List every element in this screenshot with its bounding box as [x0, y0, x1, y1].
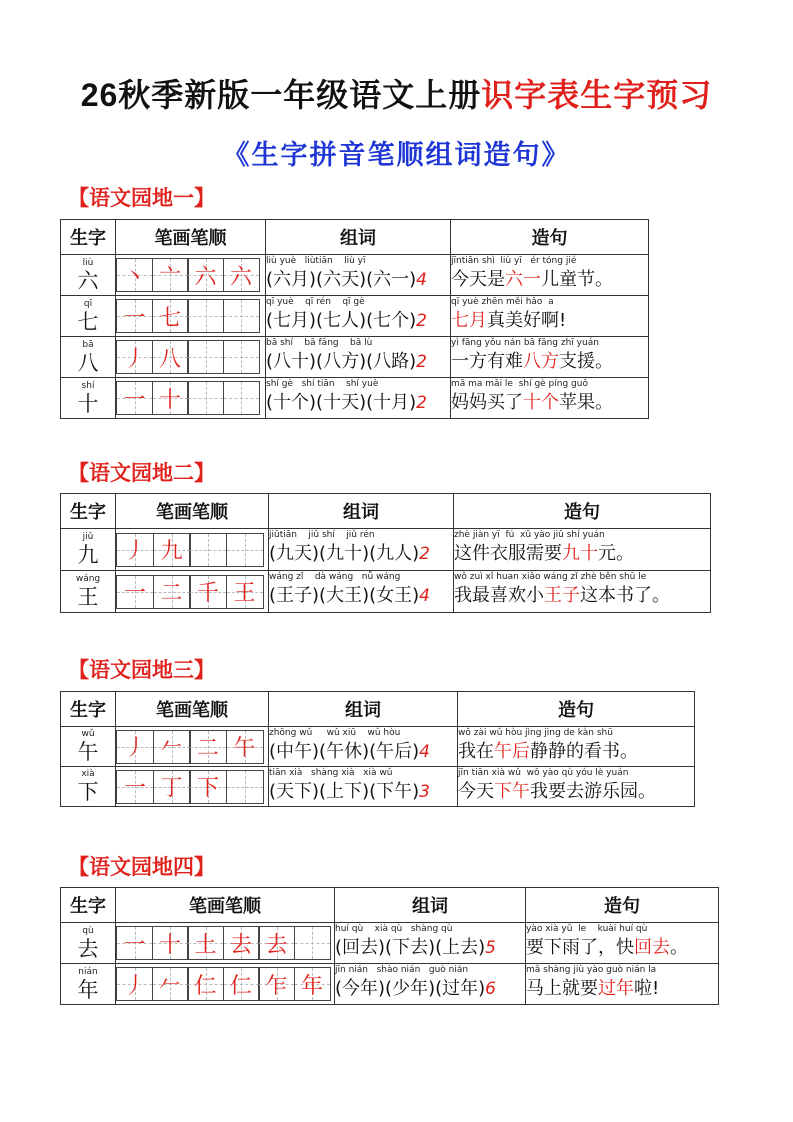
stroke-box: [189, 533, 227, 567]
header-char: 生字: [61, 494, 116, 529]
table-row: [61, 378, 649, 419]
stroke-step: 二: [160, 581, 183, 606]
page-title: [0, 70, 793, 116]
char-cell: [61, 923, 116, 964]
stroke-box: [258, 967, 295, 1001]
stroke-order-cell: [116, 378, 266, 419]
table-header-row: [61, 692, 695, 727]
sentence-highlight: 十个: [523, 392, 559, 413]
stroke-step: 𠂉: [160, 736, 183, 761]
sentence-cell: [451, 337, 649, 378]
words-list: (十个)(十天)(十月): [266, 392, 417, 413]
char-pinyin: wáng: [75, 574, 101, 584]
char-hanzi: 六: [77, 268, 99, 293]
sentence-pre: 今天: [458, 781, 494, 802]
sentence-highlight: 午后: [494, 741, 530, 762]
sentence-post: 儿童节。: [541, 269, 613, 290]
sentence-pinyin: yào xià yǔ le kuài huí qù: [526, 924, 648, 934]
stroke-order-cell: [116, 571, 269, 613]
words-cell: [269, 767, 458, 807]
header-strokes: 笔画笔顺: [116, 494, 269, 529]
stroke-step: 千: [196, 581, 219, 606]
title-number: 26: [80, 77, 119, 113]
sentence-highlight: 六一: [505, 269, 541, 290]
words-list: (王子)(大王)(女王): [269, 585, 420, 606]
sentence-post: 我要去游乐园。: [530, 781, 656, 802]
sentence-text: [451, 390, 648, 416]
char-hanzi: 七: [77, 309, 99, 334]
words-cell: [266, 337, 451, 378]
sentence-highlight: 七月: [451, 310, 487, 331]
sentence-post: 这本书了。: [580, 585, 670, 606]
stroke-box: [226, 533, 264, 567]
sentence-post: 啦!: [634, 978, 660, 999]
char-hanzi: 八: [77, 350, 99, 375]
stroke-box: [152, 258, 189, 292]
sentence-post: 支援。: [559, 351, 613, 372]
sentence-pre: 妈妈买了: [451, 392, 523, 413]
stroke-box: [223, 340, 260, 374]
words-text: [266, 349, 450, 375]
sentence-pinyin: wǒ zài wǔ hòu jìng jìng de kàn shū: [458, 728, 613, 738]
header-words: 组词: [266, 220, 451, 255]
char-hanzi: 王: [77, 585, 99, 609]
stroke-box: [116, 926, 153, 960]
table-row: [61, 337, 649, 378]
stroke-step: 土: [194, 932, 217, 958]
stroke-step: 午: [233, 736, 256, 761]
char-pinyin: liù: [82, 257, 94, 268]
char-hanzi: 去: [77, 936, 99, 961]
stroke-box: [116, 575, 154, 609]
stroke-box: [226, 730, 264, 764]
stroke-step: 丿: [123, 973, 146, 999]
sentence-pre: 要下雨了，快: [526, 937, 634, 958]
words-pinyin: bā shí bā fāng bā lù: [266, 338, 373, 348]
stroke-order-cell: [116, 964, 335, 1005]
stroke-box: [152, 381, 189, 415]
char-hanzi: 午: [77, 740, 99, 764]
header-words: 组词: [335, 888, 526, 923]
stroke-step: 十: [158, 387, 181, 413]
sentence-highlight: 王子: [544, 585, 580, 606]
stroke-box: [223, 926, 260, 960]
words-text: [266, 267, 450, 293]
char-pinyin: xià: [81, 769, 95, 779]
stroke-grid: [116, 299, 265, 333]
stroke-grid: [116, 340, 265, 374]
stroke-step: 去: [265, 932, 288, 958]
words-cell: [269, 571, 454, 613]
stroke-grid: [116, 533, 268, 567]
header-sentence: 造句: [458, 692, 695, 727]
stroke-step: 七: [158, 305, 181, 331]
header-words: 组词: [269, 692, 458, 727]
sentence-cell: [451, 296, 649, 337]
char-pinyin: qī: [83, 298, 93, 309]
sentence-post: 静静的看书。: [530, 741, 638, 762]
section-label: 【语文园地四】: [68, 855, 215, 879]
stroke-grid: [116, 770, 268, 804]
words-list: (七月)(七人)(七个): [266, 310, 417, 331]
table-header-row: [61, 220, 649, 255]
char-pinyin: jiǔ: [82, 532, 94, 542]
sentence-cell: [454, 571, 711, 613]
sentence-pinyin: yì fāng yǒu nán bā fāng zhī yuán: [451, 338, 599, 348]
stroke-box: [187, 381, 224, 415]
char-cell: [61, 337, 116, 378]
stroke-box: [153, 770, 191, 804]
stroke-box: [152, 299, 189, 333]
header-sentence: 造句: [526, 888, 719, 923]
table-header-row: [61, 888, 719, 923]
stroke-step: 一: [123, 305, 146, 331]
stroke-box: [116, 381, 153, 415]
words-list: (中午)(午休)(午后): [269, 741, 420, 762]
words-handwritten-number: 2: [419, 544, 430, 564]
character-table: [60, 493, 711, 613]
stroke-step: 六: [194, 264, 217, 290]
char-cell: [61, 378, 116, 419]
table-row: [61, 923, 719, 964]
stroke-box: [226, 770, 264, 804]
sentence-text: [451, 349, 648, 375]
stroke-step: 二: [196, 736, 219, 761]
stroke-box: [153, 533, 191, 567]
section-label: 【语文园地三】: [68, 658, 215, 682]
stroke-step: 丿: [123, 736, 146, 761]
stroke-step: 下: [196, 776, 219, 801]
words-pinyin: qī yuè qī rén qī gè: [266, 297, 365, 307]
stroke-grid: [116, 730, 268, 764]
sentence-pre: 这件衣服需要: [454, 543, 562, 564]
stroke-box: [152, 926, 189, 960]
stroke-order-cell: [116, 296, 266, 337]
stroke-box: [223, 967, 260, 1001]
sentence-text: [458, 739, 694, 765]
words-list: (八十)(八方)(八路): [266, 351, 417, 372]
stroke-step: 亠: [158, 264, 181, 290]
sentence-cell: [526, 964, 719, 1005]
stroke-step: 一: [123, 387, 146, 413]
sentence-text: [451, 267, 648, 293]
sentence-highlight: 下午: [494, 781, 530, 802]
table-row: [61, 964, 719, 1005]
table-row: [61, 571, 711, 613]
stroke-box: [116, 967, 153, 1001]
stroke-step: 八: [158, 346, 181, 372]
char-cell: [61, 964, 116, 1005]
sentence-pinyin: jīn tiān xià wǔ wǒ yào qù yóu lè yuán: [458, 768, 629, 778]
sentence-post: 元。: [598, 543, 634, 564]
words-cell: [335, 964, 526, 1005]
sentence-highlight: 九十: [562, 543, 598, 564]
words-list: (天下)(上下)(下午): [269, 781, 420, 802]
words-cell: [266, 296, 451, 337]
stroke-order-cell: [116, 255, 266, 296]
words-pinyin: liù yuè liùtiān liù yī: [266, 256, 366, 266]
section-label: 【语文园地一】: [68, 186, 215, 210]
stroke-box: [116, 730, 154, 764]
stroke-grid: [116, 926, 334, 960]
stroke-box: [187, 258, 224, 292]
stroke-box: [187, 299, 224, 333]
title-black-text: 秋季新版一年级语文上册: [118, 76, 482, 114]
char-cell: [61, 571, 116, 613]
words-handwritten-number: 2: [416, 311, 427, 331]
stroke-box: [116, 299, 153, 333]
stroke-step: 一: [123, 776, 146, 801]
words-cell: [266, 255, 451, 296]
words-cell: [269, 727, 458, 767]
stroke-order-cell: [116, 727, 269, 767]
sentence-text: [454, 583, 710, 609]
stroke-grid: [116, 258, 265, 292]
sentence-post: 真美好啊!: [487, 310, 567, 331]
words-text: [335, 976, 525, 1002]
header-strokes: 笔画笔顺: [116, 888, 335, 923]
sentence-pinyin: wǒ zuì xǐ huan xiǎo wáng zǐ zhè běn shū le: [454, 572, 647, 582]
stroke-step: 十: [158, 932, 181, 958]
sentence-pinyin: zhè jiàn yī fú xū yào jiǔ shí yuán: [454, 530, 605, 540]
words-pinyin: jiǔtiān jiǔ shí jiǔ rén: [269, 530, 375, 540]
header-sentence: 造句: [454, 494, 711, 529]
stroke-step: 丿: [123, 346, 146, 372]
stroke-box: [294, 967, 331, 1001]
words-handwritten-number: 4: [419, 742, 430, 762]
words-pinyin: zhōng wǔ wǔ xiū wǔ hòu: [269, 728, 401, 738]
stroke-step: 𠂉: [158, 973, 181, 999]
words-text: [269, 583, 453, 609]
words-text: [335, 935, 525, 961]
sentence-pre: 今天是: [451, 269, 505, 290]
stroke-box: [187, 926, 224, 960]
stroke-box: [153, 575, 191, 609]
character-table: [60, 219, 649, 419]
stroke-order-cell: [116, 923, 335, 964]
sentence-pinyin: jīntiān shì liù yī ér tóng jié: [451, 256, 577, 266]
sentence-cell: [458, 727, 695, 767]
words-text: [269, 739, 457, 765]
table-row: [61, 296, 649, 337]
sentence-post: 。: [670, 937, 688, 958]
stroke-box: [152, 340, 189, 374]
words-list: (六月)(六天)(六一): [266, 269, 417, 290]
header-char: 生字: [61, 888, 116, 923]
words-cell: [269, 529, 454, 571]
sentence-pre: 我在: [458, 741, 494, 762]
words-list: (九天)(九十)(九人): [269, 543, 420, 564]
words-handwritten-number: 6: [485, 979, 496, 999]
sentence-pre: 一方有难: [451, 351, 523, 372]
table-row: [61, 529, 711, 571]
stroke-box: [223, 299, 260, 333]
header-sentence: 造句: [451, 220, 649, 255]
words-handwritten-number: 2: [416, 393, 427, 413]
stroke-step: 九: [160, 539, 183, 564]
sentence-cell: [526, 923, 719, 964]
words-handwritten-number: 3: [419, 782, 430, 802]
char-pinyin: wǔ: [81, 729, 95, 739]
stroke-box: [189, 770, 227, 804]
stroke-box: [223, 258, 260, 292]
header-char: 生字: [61, 220, 116, 255]
character-table: [60, 887, 719, 1005]
char-hanzi: 九: [77, 543, 99, 567]
char-cell: [61, 255, 116, 296]
sentence-cell: [451, 378, 649, 419]
stroke-box: [294, 926, 331, 960]
character-table: [60, 691, 695, 807]
stroke-step: 丁: [160, 776, 183, 801]
char-cell: [61, 529, 116, 571]
words-pinyin: shí gè shí tiān shí yuè: [266, 379, 379, 389]
table-row: [61, 727, 695, 767]
table-header-row: [61, 494, 711, 529]
words-pinyin: wáng zǐ dà wáng nǚ wáng: [269, 572, 401, 582]
stroke-step: 乍: [265, 973, 288, 999]
words-list: (回去)(下去)(上去): [335, 937, 486, 958]
stroke-box: [189, 575, 227, 609]
title-red-text: 识字表生字预习: [481, 76, 713, 114]
sentence-pinyin: mǎ shàng jiù yào guò nián la: [526, 965, 657, 975]
stroke-box: [116, 770, 154, 804]
sentence-text: [451, 308, 648, 334]
words-cell: [266, 378, 451, 419]
stroke-grid: [116, 575, 268, 609]
sentence-highlight: 八方: [523, 351, 559, 372]
char-cell: [61, 727, 116, 767]
stroke-step: 仁: [229, 973, 252, 999]
words-pinyin: huí qù xià qù shàng qù: [335, 924, 453, 934]
stroke-box: [226, 575, 264, 609]
words-handwritten-number: 2: [416, 352, 427, 372]
sentence-pre: 我最喜欢小: [454, 585, 544, 606]
char-cell: [61, 767, 116, 807]
stroke-grid: [116, 381, 265, 415]
words-text: [269, 779, 457, 805]
sentence-text: [454, 541, 710, 567]
stroke-order-cell: [116, 767, 269, 807]
words-cell: [335, 923, 526, 964]
stroke-step: 丶: [123, 264, 146, 290]
words-text: [266, 390, 450, 416]
sentence-text: [458, 779, 694, 805]
sentence-cell: [458, 767, 695, 807]
words-handwritten-number: 4: [419, 586, 430, 606]
header-char: 生字: [61, 692, 116, 727]
words-handwritten-number: 5: [485, 938, 496, 958]
words-text: [266, 308, 450, 334]
sentence-cell: [451, 255, 649, 296]
sentence-pinyin: mā ma mǎi le shí gè píng guǒ: [451, 379, 588, 389]
table-row: [61, 767, 695, 807]
stroke-step: 一: [123, 932, 146, 958]
page-subtitle: 《生字拼音笔顺组词造句》: [222, 140, 571, 171]
sentence-cell: [454, 529, 711, 571]
stroke-box: [223, 381, 260, 415]
stroke-box: [152, 967, 189, 1001]
char-hanzi: 下: [77, 780, 99, 804]
char-pinyin: bā: [82, 339, 94, 350]
stroke-box: [116, 340, 153, 374]
stroke-step: 去: [229, 932, 252, 958]
stroke-box: [153, 730, 191, 764]
header-strokes: 笔画笔顺: [116, 220, 266, 255]
char-pinyin: shí: [81, 380, 95, 391]
sentence-post: 苹果。: [559, 392, 613, 413]
sentence-pre: 马上就要: [526, 978, 598, 999]
header-words: 组词: [269, 494, 454, 529]
sentence-text: [526, 976, 718, 1002]
words-handwritten-number: 4: [416, 270, 427, 290]
stroke-grid: [116, 967, 334, 1001]
char-pinyin: qù: [82, 925, 94, 936]
stroke-step: 一: [123, 581, 146, 606]
stroke-order-cell: [116, 529, 269, 571]
stroke-step: 丿: [123, 539, 146, 564]
words-pinyin: jīn nián shào nián guò nián: [335, 965, 469, 975]
sentence-pinyin: qī yuè zhēn měi hǎo a: [451, 297, 554, 307]
sentence-highlight: 过年: [598, 978, 634, 999]
words-list: (今年)(少年)(过年): [335, 978, 486, 999]
header-strokes: 笔画笔顺: [116, 692, 269, 727]
stroke-step: 王: [233, 581, 256, 606]
stroke-box: [187, 340, 224, 374]
char-cell: [61, 296, 116, 337]
section-label: 【语文园地二】: [68, 461, 215, 485]
words-text: [269, 541, 453, 567]
char-hanzi: 年: [77, 977, 99, 1002]
table-row: [61, 255, 649, 296]
stroke-step: 仁: [194, 973, 217, 999]
stroke-step: 六: [229, 264, 252, 290]
stroke-box: [187, 967, 224, 1001]
stroke-box: [189, 730, 227, 764]
char-pinyin: nián: [78, 966, 98, 977]
sentence-text: [526, 935, 718, 961]
words-pinyin: tiān xià shàng xià xià wǔ: [269, 768, 393, 778]
stroke-box: [258, 926, 295, 960]
stroke-order-cell: [116, 337, 266, 378]
stroke-step: 年: [300, 973, 323, 999]
sentence-highlight: 回去: [634, 937, 670, 958]
stroke-box: [116, 533, 154, 567]
stroke-box: [116, 258, 153, 292]
char-hanzi: 十: [77, 391, 99, 416]
